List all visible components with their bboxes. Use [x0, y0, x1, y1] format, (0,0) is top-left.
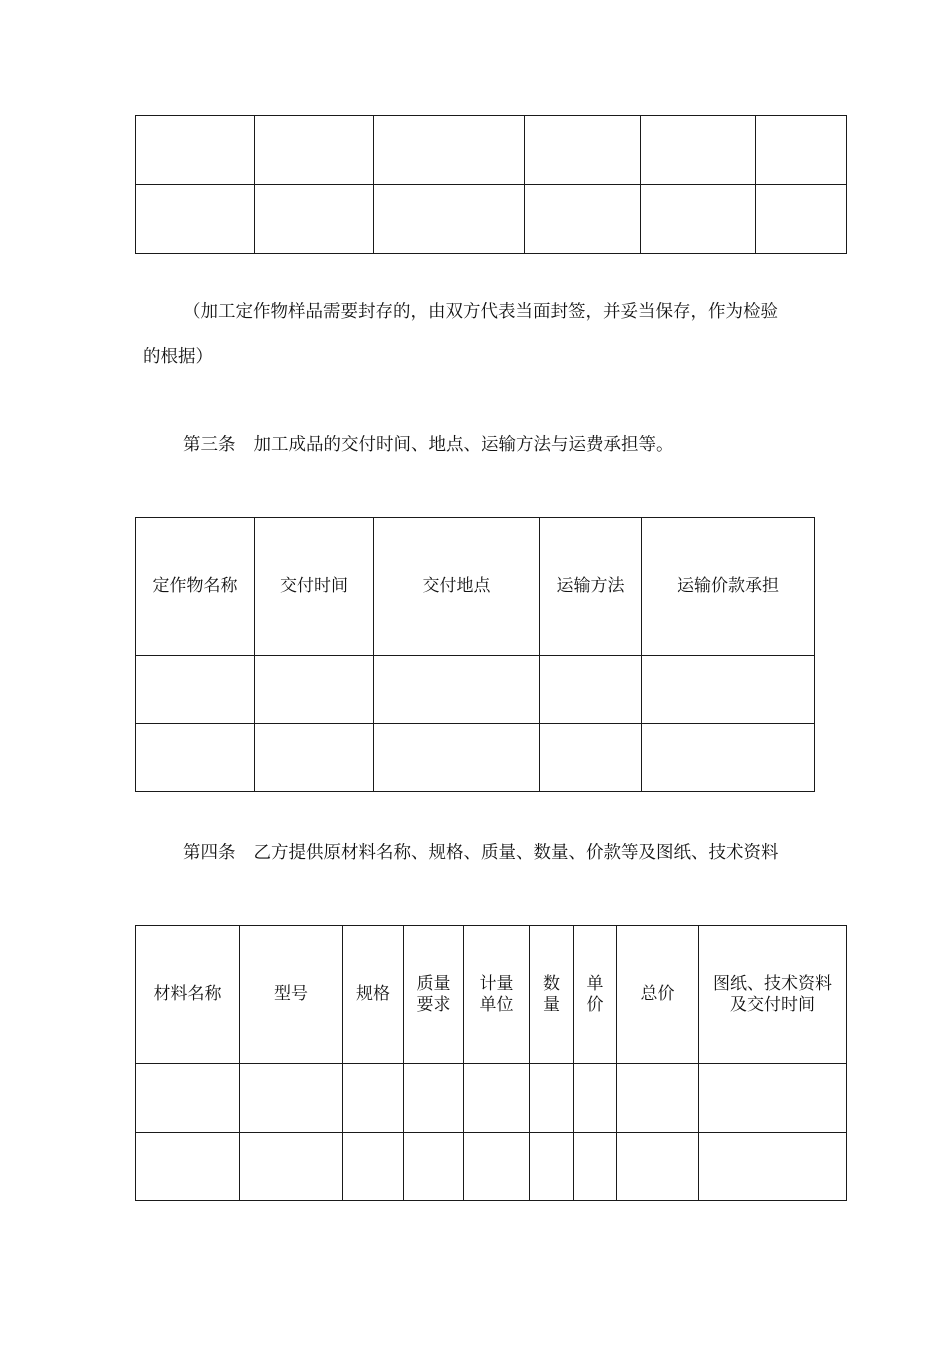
header-delivery-time: 交付时间 [255, 518, 374, 656]
header-quality-l2: 要求 [416, 994, 451, 1015]
header-drawings-l1: 图纸、技术资料 [713, 973, 832, 994]
table-row [136, 1133, 847, 1201]
table-cell [343, 1133, 404, 1201]
header-quantity [530, 926, 574, 1064]
table-cell [240, 1064, 343, 1133]
table-cell [255, 185, 374, 254]
header-drawings-delivery [699, 926, 847, 1064]
materials-table [135, 925, 847, 1201]
table-cell [464, 1133, 530, 1201]
header-quality-requirement [404, 926, 464, 1064]
header-quality-l1: 质量 [416, 973, 451, 994]
table-cell [530, 1133, 574, 1201]
header-drawings-l2: 及交付时间 [730, 994, 815, 1015]
table-cell [699, 1064, 847, 1133]
article-4-text: 乙方提供原材料名称、规格、质量、数量、价款等及图纸、技术资料 [253, 843, 779, 863]
header-unit-l1: 计量 [479, 973, 514, 994]
table-cell [574, 1133, 617, 1201]
table-cell [756, 116, 847, 185]
table-cell [374, 656, 540, 724]
table-cell [641, 116, 756, 185]
table-cell [136, 185, 255, 254]
header-product-name: 定作物名称 [136, 518, 255, 656]
table-cell [756, 185, 847, 254]
article-3-heading [183, 431, 674, 456]
table-row [136, 1064, 847, 1133]
table-row [136, 656, 815, 724]
header-delivery-place: 交付地点 [374, 518, 540, 656]
article-3-text: 加工成品的交付时间、地点、运输方法与运费承担等。 [253, 435, 674, 455]
table-cell [255, 656, 374, 724]
table-cell [574, 1064, 617, 1133]
table-cell [617, 1133, 699, 1201]
sample-note-line-1: （加工定作物样品需要封存的，由双方代表当面封签，并妥当保存，作为检验 [183, 302, 778, 322]
table-cell [540, 724, 642, 792]
table-cell [343, 1064, 404, 1133]
table-header-row [136, 926, 847, 1064]
continuation-table [135, 115, 847, 254]
table-row [136, 185, 847, 254]
header-measure-unit [464, 926, 530, 1064]
header-quantity-l1: 数 [543, 973, 560, 994]
table-cell [374, 724, 540, 792]
article-3-number: 第三条 [183, 435, 236, 455]
table-cell [240, 1133, 343, 1201]
table-cell [136, 116, 255, 185]
table-row [136, 116, 847, 185]
header-transport-method: 运输方法 [540, 518, 642, 656]
table-header-row [136, 518, 815, 656]
table-cell [464, 1064, 530, 1133]
table-cell [255, 724, 374, 792]
table-cell [374, 185, 525, 254]
header-transport-cost: 运输价款承担 [642, 518, 815, 656]
table-cell [540, 656, 642, 724]
table-cell [374, 116, 525, 185]
table-cell [641, 185, 756, 254]
table-cell [136, 1064, 240, 1133]
table-cell [404, 1064, 464, 1133]
article-4-number: 第四条 [183, 843, 236, 863]
header-unit-price [574, 926, 617, 1064]
header-price-l2: 价 [586, 994, 604, 1015]
table-cell [255, 116, 374, 185]
sample-note-line-2: 的根据） [143, 347, 213, 367]
table-cell [525, 185, 641, 254]
header-material-name: 材料名称 [136, 926, 240, 1064]
delivery-table [135, 517, 815, 792]
table-cell [530, 1064, 574, 1133]
table-cell [136, 656, 255, 724]
header-model: 型号 [240, 926, 343, 1064]
header-unit-l2: 单位 [479, 994, 514, 1015]
table-row [136, 724, 815, 792]
table-cell [642, 656, 815, 724]
table-cell [699, 1133, 847, 1201]
table-cell [525, 116, 641, 185]
table-cell [136, 724, 255, 792]
header-specification: 规格 [343, 926, 404, 1064]
table-cell [617, 1064, 699, 1133]
table-cell [136, 1133, 240, 1201]
header-total-price: 总价 [617, 926, 699, 1064]
table-cell [404, 1133, 464, 1201]
table-cell [642, 724, 815, 792]
header-price-l1: 单 [586, 973, 604, 994]
article-4-heading [183, 839, 779, 864]
header-quantity-l2: 量 [543, 994, 560, 1015]
